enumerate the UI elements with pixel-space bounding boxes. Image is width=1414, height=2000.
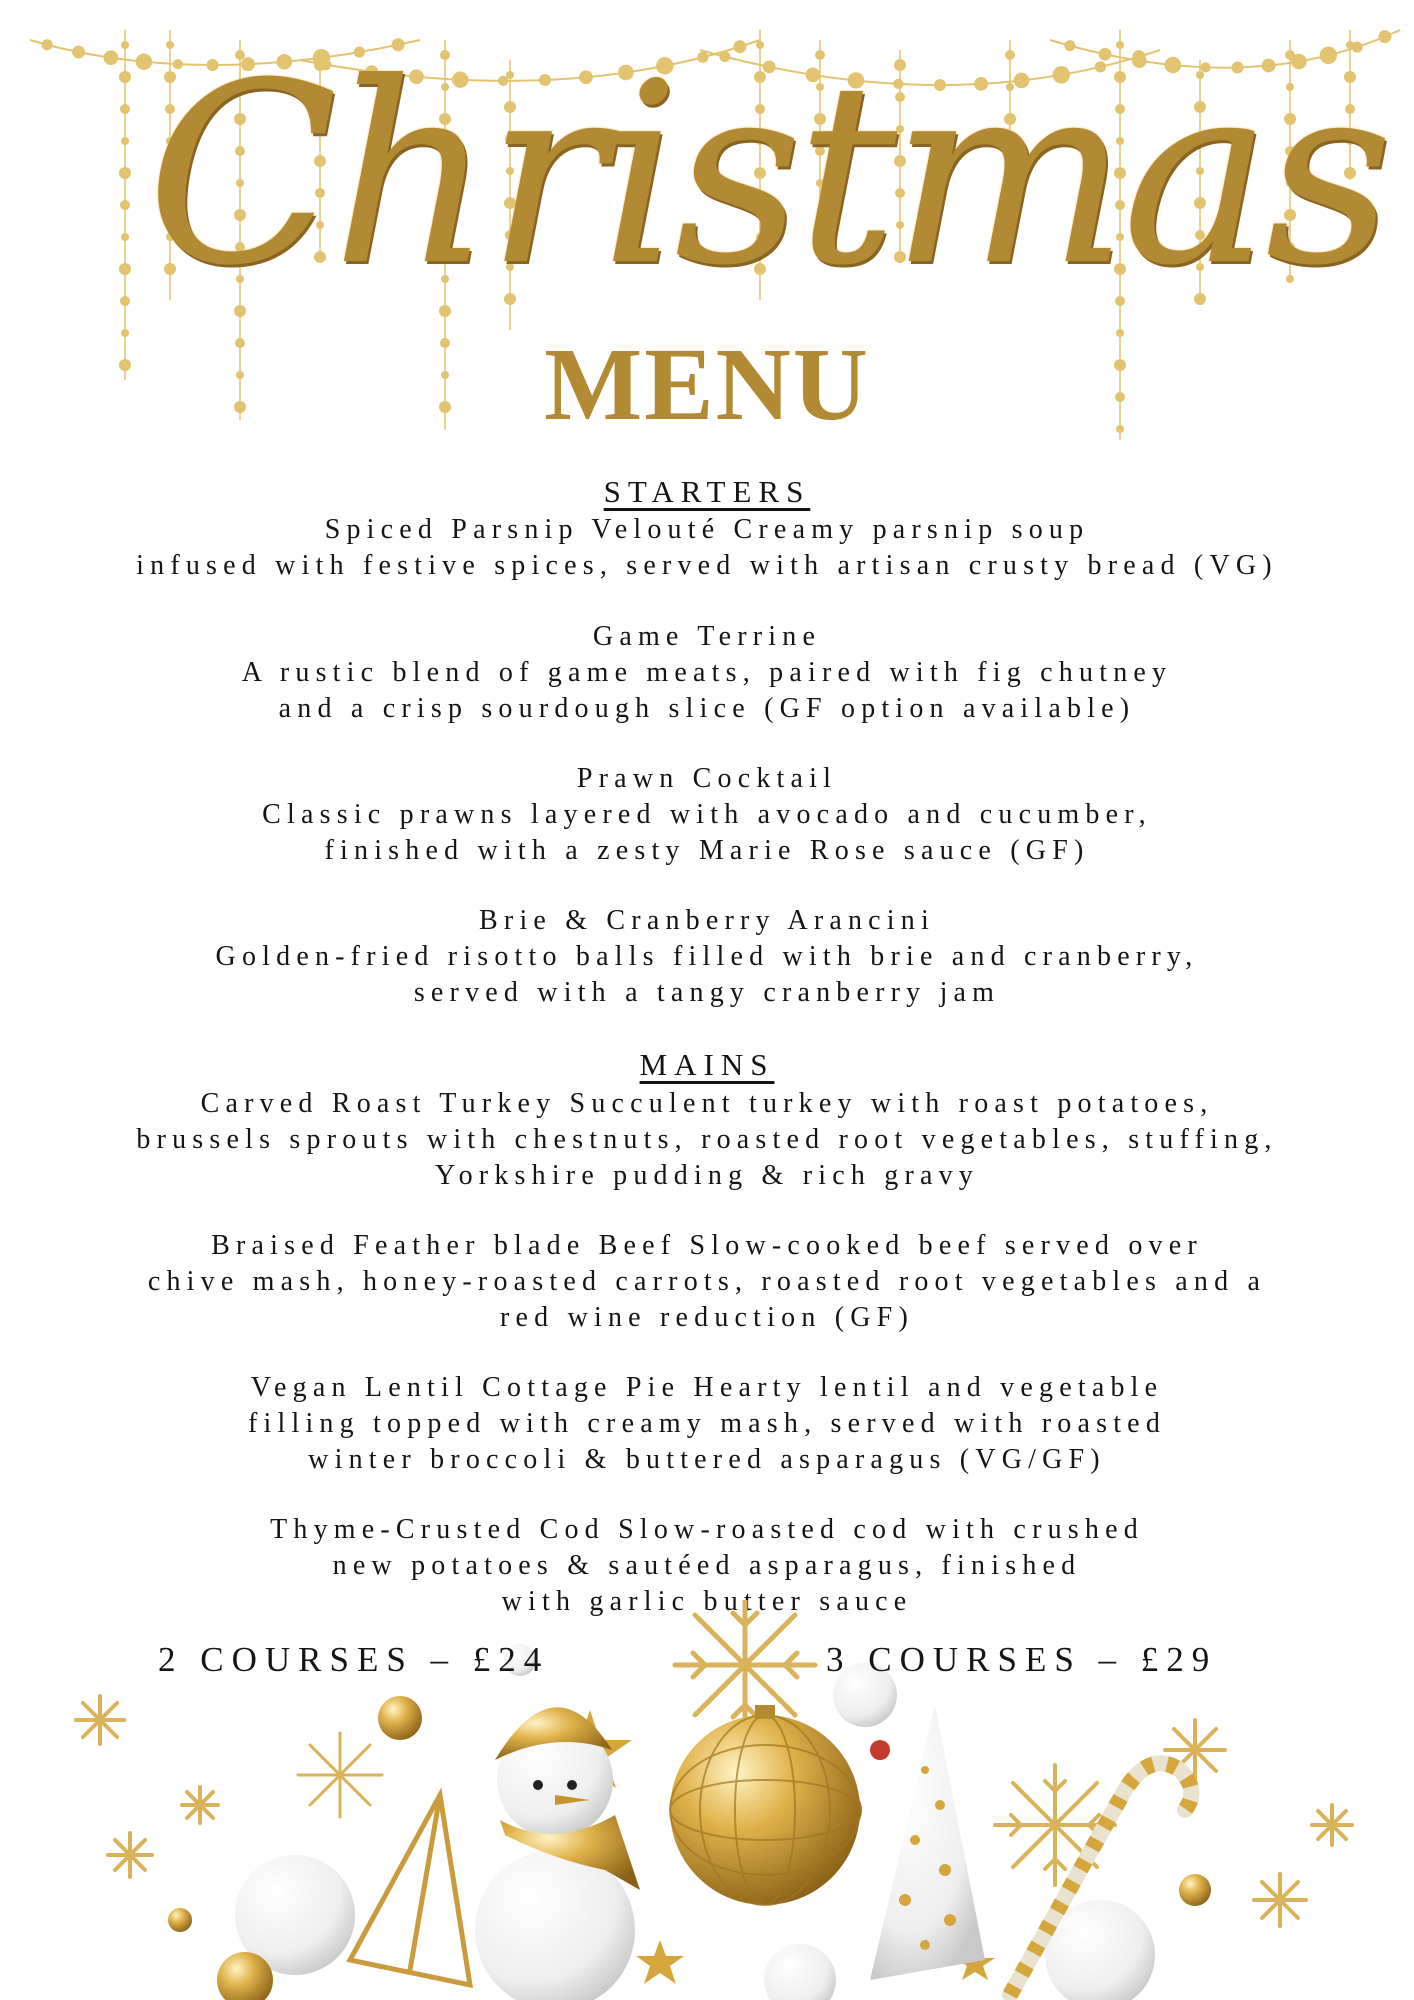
item-line: with garlic butter sauce	[501, 1586, 913, 1617]
main-item	[0, 1370, 1414, 1478]
starter-item	[0, 903, 1414, 1011]
starter-item	[0, 512, 1414, 584]
item-line: Vegan Lentil Cottage Pie Hearty lentil and vegetable	[250, 1372, 1164, 1403]
main-item	[0, 1228, 1414, 1336]
item-line: and a crisp sourdough slice (GF option available)	[278, 693, 1136, 724]
item-line: served with a tangy cranberry jam	[413, 977, 1001, 1008]
item-line: Prawn Cocktail	[576, 763, 838, 794]
item-line: finished with a zesty Marie Rose sauce (GF)	[324, 835, 1090, 866]
item-line: Carved Roast Turkey Succulent turkey with roast potatoes,	[200, 1088, 1214, 1119]
item-line: Thyme-Crusted Cod Slow-roasted cod with crushed	[270, 1514, 1144, 1545]
starters-heading: STARTERS	[603, 474, 811, 509]
main-item	[0, 1086, 1414, 1194]
item-line: Game Terrine	[592, 621, 822, 652]
pricing-row	[0, 1640, 1414, 1680]
item-line: winter broccoli & buttered asparagus (VG/GF)	[308, 1444, 1106, 1475]
item-line: chive mash, honey-roasted carrots, roasted root vegetables and a	[147, 1266, 1267, 1297]
disco-ball-icon	[670, 1705, 860, 1905]
item-line: Golden-fried risotto balls filled with brie and cranberry,	[215, 941, 1199, 972]
mains-heading: MAINS	[639, 1047, 775, 1082]
item-line: Braised Feather blade Beef Slow-cooked beef served over	[211, 1230, 1203, 1261]
item-line: brussels sprouts with chestnuts, roasted root vegetables, stuffing,	[136, 1124, 1278, 1155]
item-line: filling topped with creamy mash, served with roasted	[247, 1408, 1167, 1439]
item-line: Yorkshire pudding & rich gravy	[434, 1160, 979, 1191]
menu-title: MENU	[544, 327, 870, 442]
three-courses-price: 3 COURSES – £29	[826, 1640, 1218, 1679]
snowman-icon	[475, 1644, 640, 2000]
item-line: infused with festive spices, served with artisan crusty bread (VG)	[136, 550, 1278, 581]
starter-item	[0, 761, 1414, 869]
item-line: A rustic blend of game meats, paired with fig chutney	[241, 657, 1173, 688]
item-line: Classic prawns layered with avocado and cucumber,	[262, 799, 1152, 830]
item-line: Brie & Cranberry Arancini	[479, 905, 935, 936]
two-courses-price: 2 COURSES – £24	[158, 1640, 550, 1679]
item-line: red wine reduction (GF)	[500, 1302, 914, 1333]
item-line: new potatoes & sautéed asparagus, finished	[332, 1550, 1082, 1581]
item-line: Spiced Parsnip Velouté Creamy parsnip soup	[324, 514, 1090, 545]
starter-item	[0, 619, 1414, 727]
christmas-script-title: Christmas	[146, 29, 1388, 320]
